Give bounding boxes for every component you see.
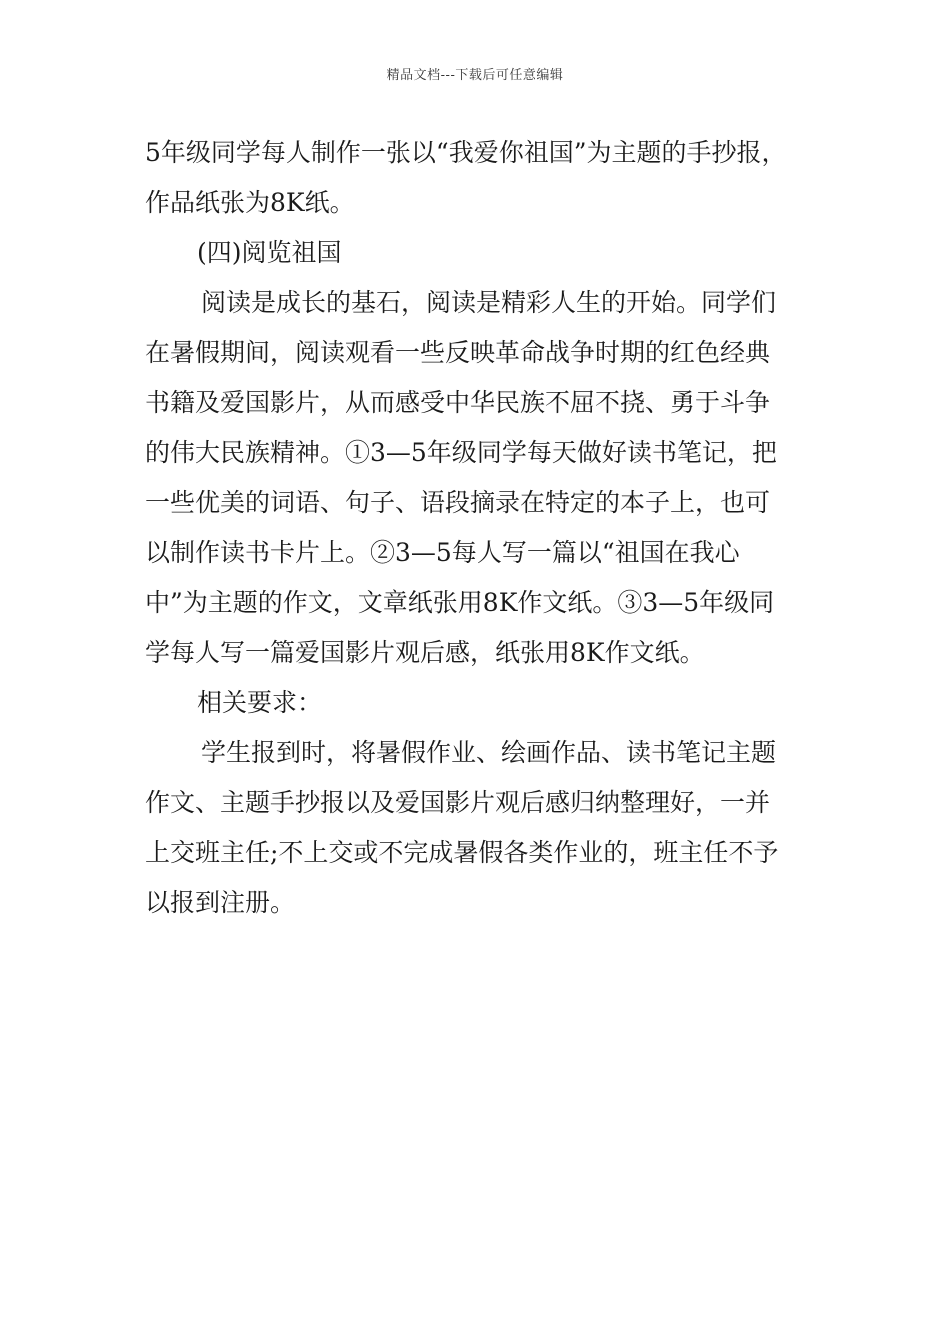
section-heading: 相关要求： — [197, 688, 323, 717]
paragraph-line: 以报到注册。 — [145, 888, 296, 917]
section-heading: (四)阅览祖国 — [197, 238, 342, 267]
paragraph-line: 学生报到时，将暑假作业、绘画作品、读书笔记主题 — [201, 738, 777, 767]
paragraph-line: 5年级同学每人制作一张以“我爱你祖国”为主题的手抄报， — [145, 138, 787, 167]
paragraph-line: 以制作读书卡片上。②3—5每人写一篇以“祖国在我心 — [145, 538, 740, 567]
document-body — [145, 128, 811, 928]
paragraph-line: 作文、主题手抄报以及爱国影片观后感归纳整理好，一并 — [145, 788, 771, 817]
paragraph-line: 学每人写一篇爱国影片观后感，纸张用8K作文纸。 — [145, 638, 705, 667]
paragraph-line: 中”为主题的作文，文章纸张用8K作文纸。③3—5年级同 — [145, 588, 775, 617]
page-header: 精品文档---下载后可任意编辑 — [386, 68, 564, 83]
paragraph-line: 一些优美的词语、句子、语段摘录在特定的本子上，也可 — [145, 488, 771, 517]
paragraph-line: 书籍及爱国影片，从而感受中华民族不屈不挠、勇于斗争 — [145, 388, 771, 417]
paragraph-line: 上交班主任;不上交或不完成暑假各类作业的，班主任不予 — [145, 838, 779, 867]
paragraph-line: 作品纸张为8K纸。 — [145, 188, 355, 217]
paragraph-line: 在暑假期间，阅读观看一些反映革命战争时期的红色经典 — [145, 338, 771, 367]
paragraph-line: 阅读是成长的基石，阅读是精彩人生的开始。同学们 — [201, 288, 777, 317]
paragraph-line: 的伟大民族精神。①3—5年级同学每天做好读书笔记，把 — [145, 438, 777, 467]
